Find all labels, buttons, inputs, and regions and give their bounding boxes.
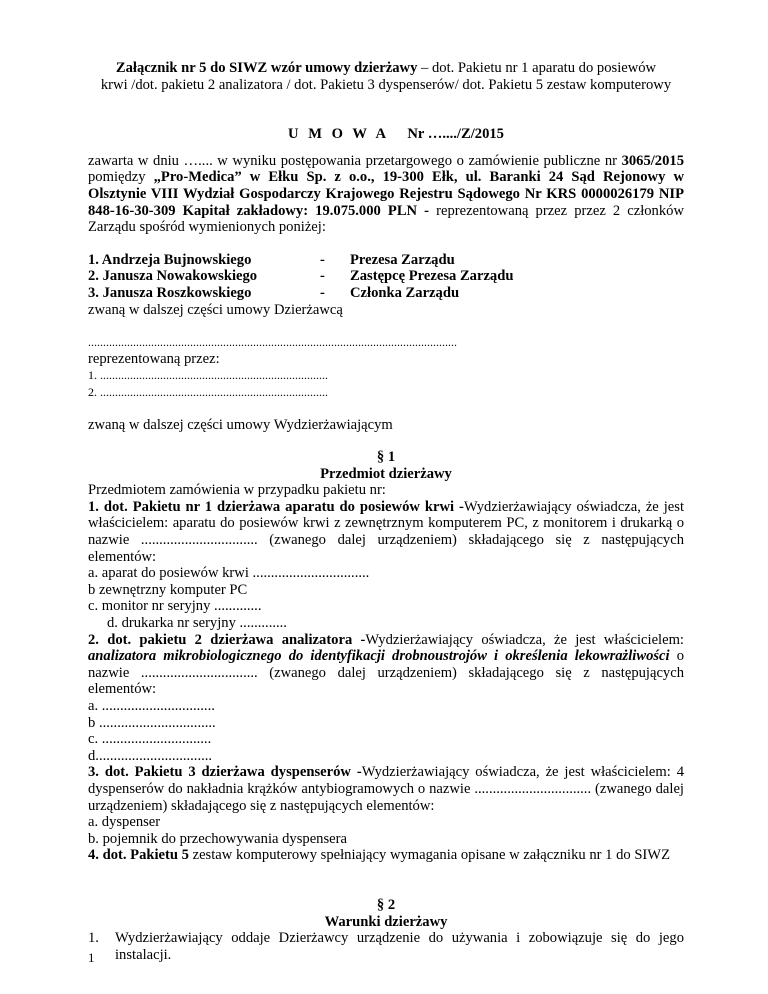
section-1-number: § 1: [376, 449, 396, 466]
board-row: [88, 268, 684, 285]
item-1-b: b zewnętrzny komputer PC: [88, 581, 248, 598]
item-4: [88, 847, 684, 864]
item-2: [88, 632, 684, 698]
item-2-b: b ................................: [88, 714, 216, 731]
represented-by: reprezentowaną przez:: [88, 350, 220, 367]
item-4-text: zestaw komputerowy spełniający wymagania opisane w załączniku nr 1 do SIWZ: [188, 847, 670, 864]
item-4-heading: 4. dot. Pakietu 5: [88, 847, 189, 864]
section-2-point-1: [88, 930, 684, 963]
second-party-name-dots: ...........................................................................................................................: [88, 335, 457, 350]
agreement-title: [88, 126, 684, 143]
board-list: [88, 252, 684, 318]
item-2-d: d................................: [88, 747, 213, 764]
intro-line1: zawarta w dniu ….... w wyniku postępowania przetargowego o zamówienie publiczne nr: [88, 152, 617, 169]
board-member-name: 3. Janusza Roszkowskiego: [88, 284, 252, 301]
item-1: [88, 499, 684, 565]
board-row: [88, 285, 684, 302]
section-2-number: § 2: [376, 896, 396, 913]
item-1-heading: 1. dot. Pakietu nr 1 dzierżawa aparatu do posiewów krwi -: [88, 498, 464, 515]
board-dash: -: [320, 284, 325, 301]
page-number: 1: [88, 950, 95, 965]
heading-bold: Załącznik nr 5 do SIWZ wzór umowy dzierżawy: [115, 60, 418, 76]
intro-end: reprezentowaną przez przez 2 członków Zarządu spośród wymienionych poniżej:: [88, 202, 684, 236]
item-3-a: a. dyspenser: [88, 814, 161, 831]
agreement-number: Nr …..../Z/2015: [407, 126, 504, 143]
intro-between: pomiędzy: [88, 169, 154, 186]
agreement-word: U M O W A: [288, 126, 390, 143]
item-3-text: Wydzierżawiający oświadcza, że jest właścicielem: 4 dyspenserów do nakładnia krążków antybiogramowych o nazwie ................................ (zwanego dalej urządzeniem) składającego się z następujących elementów:: [88, 764, 684, 814]
item-1-text: Wydzierżawiający oświadcza, że jest właścicielem: aparatu do posiewów krwi z zewnętrznym komputerem PC, z monitorem i drukarką o nazwie ................................ (zwanego dalej urządzeniem) składającego się z następujących elementów:: [88, 498, 684, 565]
item-2-heading: 2. dot. pakietu 2 dzierżawa analizatora -: [88, 631, 366, 648]
item-2-rest: o nazwie ................................ (zwanego dalej urządzeniem) składającego się z następujących elementów:: [88, 648, 684, 698]
board-row: [88, 252, 684, 269]
item-2-device: analizatora mikrobiologicznego do identyfikacji drobnoustrojów i określenia lekowrażliwości: [88, 648, 670, 665]
representative-1: 1. ............................................................................: [88, 368, 328, 383]
document-page: [88, 60, 684, 963]
section-1-lead: Przedmiotem zamówienia w przypadku pakietu nr:: [88, 482, 386, 499]
item-2-text: Wydzierżawiający oświadcza, że jest właścicielem:: [365, 631, 684, 648]
board-role: Członka Zarządu: [350, 284, 460, 301]
lessor-definition: zwaną w dalszej części umowy Wydzierżawiającym: [88, 416, 393, 433]
item-1-d: d. drukarka nr seryjny .............: [107, 615, 287, 632]
section-1: [88, 449, 684, 864]
point-text: Wydzierżawiający oddaje Dzierżawcy urządzenie do używania i zobowiązuje się do jego instalacji.: [115, 930, 684, 963]
representative-2: 2. ............................................................................: [88, 384, 328, 399]
board-dash: -: [320, 268, 325, 285]
item-1-a: a. aparat do posiewów krwi ................................: [88, 565, 370, 582]
board-member-name: 1. Andrzeja Bujnowskiego: [88, 251, 252, 268]
intro-paragraph: [88, 153, 684, 236]
board-dash: -: [320, 251, 325, 268]
tender-number: 3065/2015: [621, 152, 684, 169]
item-3-b: b. pojemnik do przechowywania dyspensera: [88, 830, 347, 847]
second-party: [88, 334, 684, 433]
section-2-title: Warunki dzierżawy: [324, 913, 448, 930]
item-3-heading: 3. dot. Pakietu 3 dzierżawa dyspenserów -: [88, 764, 362, 781]
item-3: [88, 764, 684, 814]
board-member-name: 2. Janusza Nowakowskiego: [88, 268, 258, 285]
section-2: [88, 897, 684, 963]
board-role: Zastępcę Prezesa Zarządu: [350, 268, 514, 285]
item-1-c: c. monitor nr seryjny .............: [88, 598, 262, 615]
document-heading: [88, 60, 684, 93]
section-1-title: Przedmiot dzierżawy: [320, 465, 452, 482]
item-2-c: c. ..............................: [88, 731, 212, 748]
company-details: „Pro-Medica” w Ełku Sp. z o.o., 19-300 Ełk, ul. Baranki 24 Sąd Rejonowy w Olsztynie VIII Wydział Gospodarczy Krajowego Rejestru Sądowego Nr KRS 0000026179 NIP 848-16-30-309 Kapitał zakładowy: 19.075.000 PLN -: [88, 169, 684, 219]
item-2-a: a. ...............................: [88, 698, 215, 714]
heading-line2: krwi /dot. pakietu 2 analizatora / dot. Pakietu 3 dyspenserów/ dot. Pakietu 5 zestaw komputerowy: [100, 76, 672, 93]
point-number: 1.: [88, 930, 99, 947]
board-role: Prezesa Zarządu: [350, 251, 455, 268]
lessee-definition: zwaną w dalszej części umowy Dzierżawcą: [88, 301, 343, 318]
heading-rest: – dot. Pakietu nr 1 aparatu do posiewów: [417, 60, 657, 76]
